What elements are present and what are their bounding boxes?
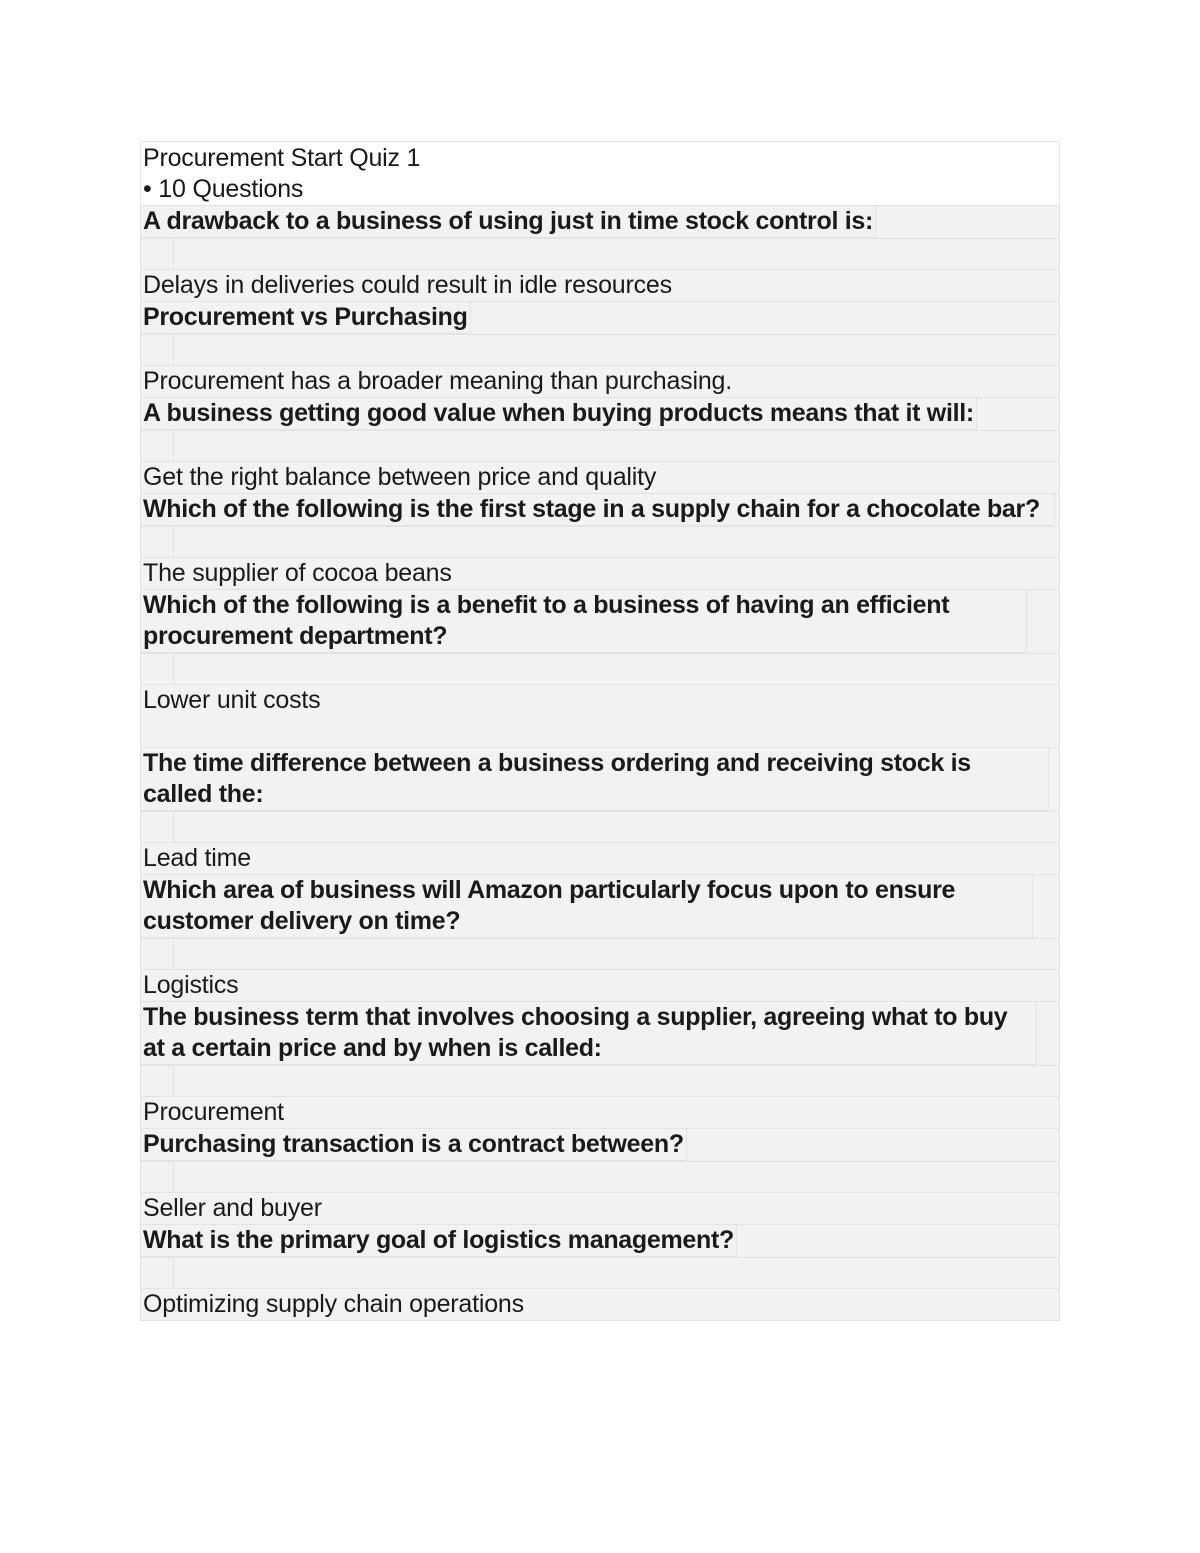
spacer-row xyxy=(141,653,1059,684)
question-text: Which area of business will Amazon particularly focus upon to ensure customer delivery on time? xyxy=(141,875,1033,938)
question-text: Which of the following is a benefit to a business of having an efficient procurement department? xyxy=(141,590,1027,653)
spacer-row xyxy=(141,334,1059,365)
question-block-2 xyxy=(140,302,1060,398)
answer-text: Procurement xyxy=(141,1096,1059,1128)
spacer-row xyxy=(141,938,1059,969)
answer-text: Optimizing supply chain operations xyxy=(141,1288,1059,1320)
question-block-1 xyxy=(140,205,1060,302)
question-text: Which of the following is the first stage in a supply chain for a chocolate bar? xyxy=(141,494,1055,526)
answer-text: Lower unit costs xyxy=(141,684,1059,747)
question-text: What is the primary goal of logistics management? xyxy=(141,1225,737,1257)
answer-text: Get the right balance between price and quality xyxy=(141,461,1059,493)
spacer-row xyxy=(141,1161,1059,1192)
spacer-row xyxy=(141,526,1059,557)
question-text: Purchasing transaction is a contract between? xyxy=(141,1129,687,1161)
answer-text: Procurement has a broader meaning than purchasing. xyxy=(141,365,1059,397)
question-block-4 xyxy=(140,494,1060,590)
quiz-title: Procurement Start Quiz 1 xyxy=(143,144,421,172)
quiz-header xyxy=(140,141,1060,205)
question-text: Procurement vs Purchasing xyxy=(141,302,471,334)
question-block-7 xyxy=(140,875,1060,1002)
spacer-row xyxy=(141,238,1059,269)
question-text: The business term that involves choosing a supplier, agreeing what to buy at a certain price and by when is called: xyxy=(141,1002,1037,1065)
spacer-row xyxy=(141,1257,1059,1288)
spacer-row xyxy=(141,1065,1059,1096)
question-block-8 xyxy=(140,1002,1060,1129)
question-block-5 xyxy=(140,590,1060,748)
answer-text: Seller and buyer xyxy=(141,1192,1059,1224)
question-text: The time difference between a business ordering and receiving stock is called the: xyxy=(141,748,1049,811)
question-block-6 xyxy=(140,748,1060,875)
answer-text: Lead time xyxy=(141,842,1059,874)
answer-text: The supplier of cocoa beans xyxy=(141,557,1059,589)
answer-text: Logistics xyxy=(141,969,1059,1001)
answer-text: Delays in deliveries could result in idle resources xyxy=(141,269,1059,301)
quiz-document xyxy=(140,141,1060,1321)
question-text: A business getting good value when buying products means that it will: xyxy=(141,398,977,430)
question-block-9 xyxy=(140,1129,1060,1225)
question-count: • 10 Questions xyxy=(143,175,304,203)
question-block-3 xyxy=(140,398,1060,494)
question-text: A drawback to a business of using just in time stock control is: xyxy=(141,206,876,238)
question-block-10 xyxy=(140,1225,1060,1321)
spacer-row xyxy=(141,430,1059,461)
spacer-row xyxy=(141,811,1059,842)
